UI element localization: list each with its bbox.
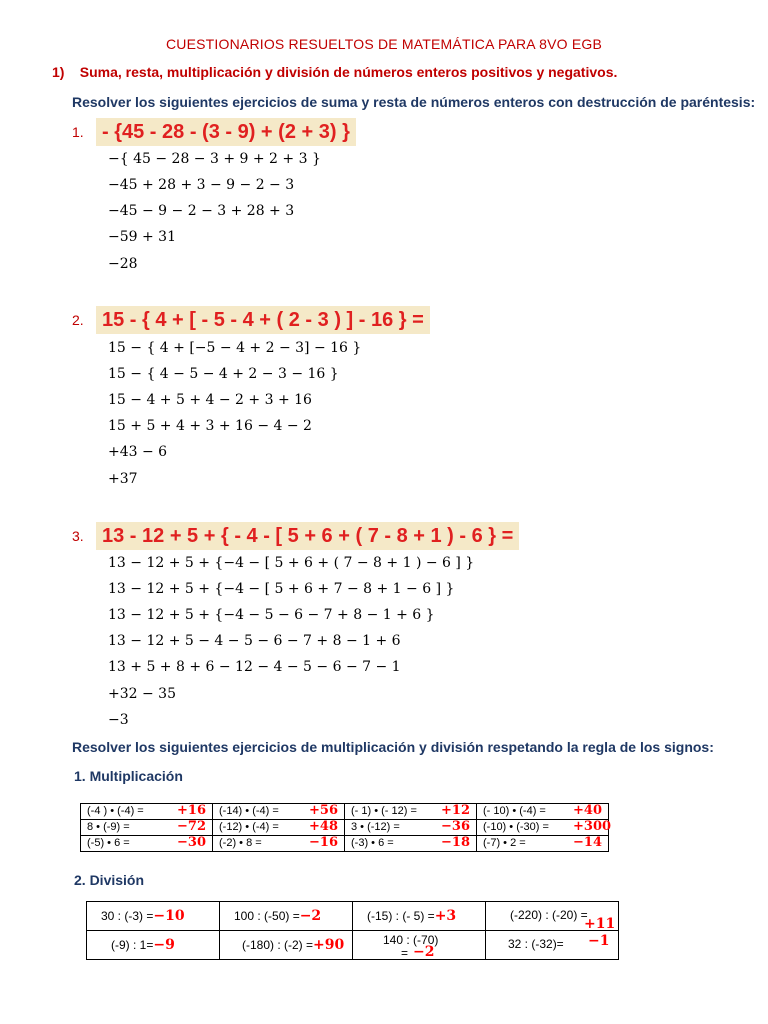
cell-question: (-12) • (-4) = [219, 821, 279, 833]
cell-question: (-7) • 2 = [483, 837, 526, 849]
cell-answer: −36 [441, 819, 470, 834]
cell-question: (-2) • 8 = [219, 837, 262, 849]
table-cell [477, 819, 612, 836]
table-cell [486, 902, 619, 931]
exercise-number: 2. [72, 312, 84, 328]
solution-step: 13 − 12 + 5 + {−4 − [ 5 + 6 + 7 − 8 + 1 − 6 ] } [108, 581, 455, 597]
table-row [81, 820, 609, 836]
cell-answer: −10 [153, 908, 185, 924]
cell-question: 3 • (-12) = [351, 821, 400, 833]
division-heading: 2. División [74, 872, 145, 888]
exercise-expression: 13 - 12 + 5 + { - 4 - [ 5 + 6 + ( 7 - 8 + 1 ) - 6 } = [96, 522, 519, 550]
cell-question: 100 : (-50) =−2 [234, 908, 322, 924]
exercise-expression: 15 - { 4 + [ - 5 - 4 + ( 2 - 3 ) ] - 16 } = [96, 306, 430, 334]
cell-answer: +56 [309, 803, 338, 818]
table-cell [345, 820, 477, 836]
cell-answer: +40 [573, 803, 602, 818]
cell-answer: −9 [153, 937, 175, 953]
multiplication-heading: 1. Multiplicación [74, 768, 183, 784]
section-number: 1) [52, 64, 65, 80]
instruction-sum-subtract: Resolver los siguientes ejercicios de suma y resta de números enteros con destrucción de paréntesis: [72, 94, 756, 110]
table-cell [477, 804, 609, 820]
cell-question: (-9) : 1=−9 [111, 937, 175, 953]
solution-step: +32 − 35 [108, 686, 176, 702]
section-title: Suma, resta, multiplicación y división de números enteros positivos y negativos. [79, 64, 618, 80]
solution-step: +43 − 6 [108, 444, 168, 460]
multiplication-table [80, 803, 612, 852]
solution-step: 15 − { 4 + [−5 − 4 + 2 − 3] − 16 } [108, 340, 362, 356]
cell-answer: +3 [434, 908, 457, 924]
table-cell [213, 804, 345, 820]
cell-question: (-5) • 6 = [87, 837, 130, 849]
table-cell [81, 836, 213, 852]
table-cell [353, 902, 486, 931]
cell-answer: −30 [177, 835, 206, 850]
solution-result: +37 [108, 471, 138, 487]
table-cell [353, 931, 486, 960]
cell-answer: +16 [177, 803, 206, 818]
section-heading [52, 64, 617, 80]
cell-question: 140 : (-70) [383, 933, 439, 947]
cell-question: (-180) : (-2) =+90 [242, 937, 345, 953]
table-row [87, 931, 619, 960]
table-cell [81, 804, 213, 820]
solution-step: −{ 45 − 28 − 3 + 9 + 2 + 3 } [108, 151, 321, 167]
cell-question: (- 1) • (- 12) = [351, 805, 417, 817]
cell-question: (-220) : (-20) = [510, 908, 588, 922]
table-row [81, 836, 609, 852]
cell-answer: −2 [413, 944, 435, 960]
table-cell [213, 820, 345, 836]
solution-step: −45 + 28 + 3 − 9 − 2 − 3 [108, 177, 295, 193]
solution-result: −3 [108, 712, 129, 728]
cell-question: (-15) : (- 5) =+3 [367, 908, 457, 924]
solution-step: 15 − 4 + 5 + 4 − 2 + 3 + 16 [108, 392, 312, 408]
exercise-number: 3. [72, 528, 84, 544]
table-cell [345, 804, 477, 820]
table-cell [213, 836, 345, 852]
exercise-expression: - {45 - 28 - (3 - 9) + (2 + 3) } [96, 118, 356, 146]
exercise-number: 1. [72, 124, 84, 140]
cell-answer: −2 [299, 908, 322, 924]
cell-answer: +90 [313, 937, 345, 953]
table-cell [486, 931, 619, 960]
document-title: CUESTIONARIOS RESUELTOS DE MATEMÁTICA PARA 8VO EGB [165, 36, 603, 52]
cell-answer: +300 [573, 819, 612, 834]
table-cell [220, 931, 353, 960]
table-cell [87, 931, 220, 960]
cell-question: (-4 ) • (-4) = [87, 805, 144, 817]
table-cell [81, 820, 213, 836]
cell-question: (-14) • (-4) = [219, 805, 279, 817]
solution-step: 13 − 12 + 5 + {−4 − [ 5 + 6 + ( 7 − 8 + 1 ) − 6 ] } [108, 555, 475, 571]
solution-step: 13 − 12 + 5 + {−4 − 5 − 6 − 7 + 8 − 1 + 6 } [108, 607, 435, 623]
cell-answer: −1 [588, 933, 610, 949]
cell-question: (- 10) • (-4) = [483, 805, 546, 817]
cell-equals: = [401, 946, 409, 960]
table-cell [345, 836, 477, 852]
cell-question: (-3) • 6 = [351, 837, 394, 849]
cell-answer: +11 [584, 916, 616, 932]
cell-answer: −72 [177, 819, 206, 834]
instruction-multiply-divide: Resolver los siguientes ejercicios de multiplicación y división respetando la regla de los signos: [72, 739, 714, 755]
cell-question: (-10) • (-30) = [483, 821, 549, 833]
cell-question: 30 : (-3) =−10 [101, 908, 185, 924]
solution-step: 13 + 5 + 8 + 6 − 12 − 4 − 5 − 6 − 7 − 1 [108, 659, 401, 675]
table-row [81, 804, 609, 820]
cell-answer: +12 [441, 803, 470, 818]
solution-step: 13 − 12 + 5 − 4 − 5 − 6 − 7 + 8 − 1 + 6 [108, 633, 401, 649]
solution-result: −28 [108, 256, 138, 272]
solution-step: −59 + 31 [108, 229, 176, 245]
table-cell [220, 902, 353, 931]
table-cell [87, 902, 220, 931]
solution-step: 15 + 5 + 4 + 3 + 16 − 4 − 2 [108, 418, 312, 434]
table-cell [477, 836, 609, 852]
cell-question: 8 • (-9) = [87, 821, 130, 833]
cell-answer: +48 [309, 819, 338, 834]
cell-answer: −18 [441, 835, 470, 850]
cell-question: 32 : (-32)= [508, 937, 564, 951]
solution-step: 15 − { 4 − 5 − 4 + 2 − 3 − 16 } [108, 366, 339, 382]
division-table [86, 901, 619, 960]
table-row [87, 902, 619, 931]
solution-step: −45 − 9 − 2 − 3 + 28 + 3 [108, 203, 295, 219]
cell-answer: −16 [309, 835, 338, 850]
cell-answer: −14 [573, 835, 602, 850]
